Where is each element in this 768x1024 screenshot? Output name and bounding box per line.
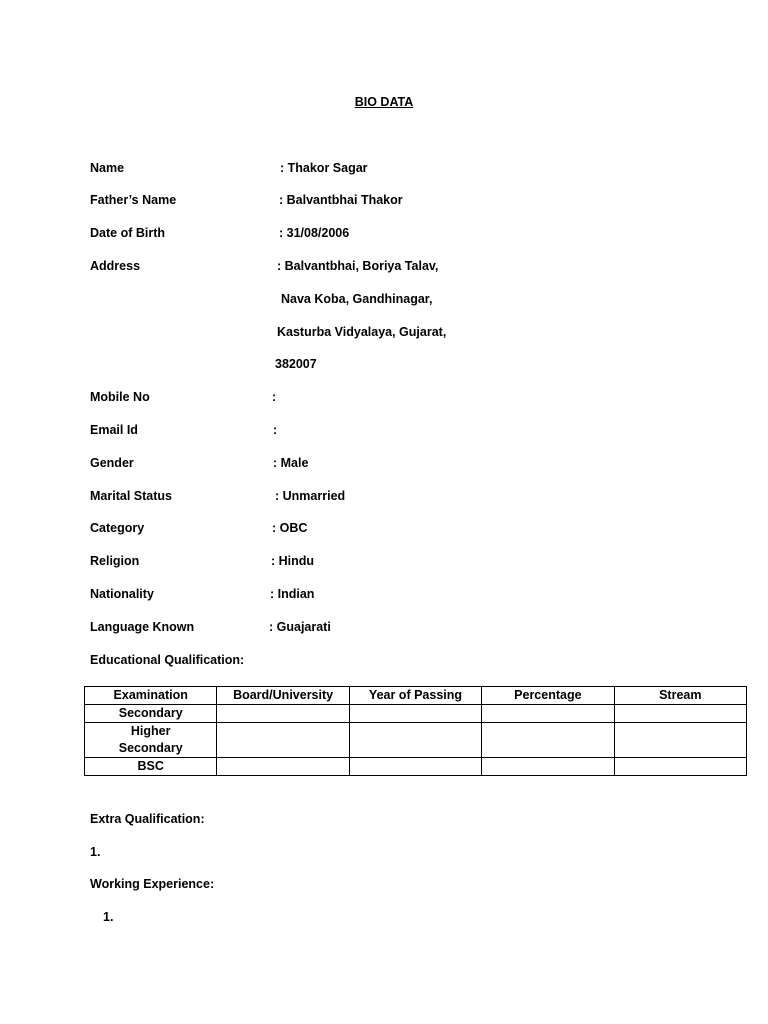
table-row — [85, 723, 747, 758]
col-percentage: Percentage — [482, 687, 614, 705]
table-cell — [217, 758, 349, 776]
field-label-language: Language Known — [90, 620, 195, 634]
table-cell — [482, 705, 614, 723]
field-value-address: : Balvantbhai, Boriya Talav, — [277, 259, 439, 273]
table-cell: BSC — [85, 758, 217, 776]
field-label-mobile: Mobile No — [90, 390, 150, 404]
field-label-address: Address — [90, 259, 141, 273]
table-cell: Higher Secondary — [85, 723, 217, 758]
field-label-dob: Date of Birth — [90, 226, 165, 240]
table-cell — [482, 723, 614, 758]
address-line-4: 382007 — [275, 357, 317, 371]
field-value-gender: : Male — [273, 456, 309, 470]
extra-qualification-item: 1. — [90, 845, 101, 859]
col-board-university: Board/University — [217, 687, 349, 705]
field-value-fathers-name: : Balvantbhai Thakor — [279, 193, 403, 207]
table-cell — [349, 723, 481, 758]
table-cell — [349, 758, 481, 776]
document-title: BIO DATA — [354, 95, 414, 109]
table-cell — [614, 758, 746, 776]
field-label-fathers-name: Father’s Name — [90, 193, 177, 207]
table-cell — [614, 723, 746, 758]
table-header-row — [85, 687, 747, 705]
field-label-name: Name — [90, 161, 125, 175]
address-line-2: Nava Koba, Gandhinagar, — [281, 292, 433, 306]
field-value-language: : Guajarati — [269, 620, 331, 634]
table-cell: Secondary — [85, 705, 217, 723]
field-value-religion: : Hindu — [271, 554, 315, 568]
table-cell — [614, 705, 746, 723]
education-heading: Educational Qualification: — [90, 653, 245, 667]
field-value-dob: : 31/08/2006 — [279, 226, 350, 240]
extra-qualification-heading: Extra Qualification: — [90, 812, 205, 826]
col-examination: Examination — [85, 687, 217, 705]
field-value-mobile: : — [272, 390, 277, 404]
col-stream: Stream — [614, 687, 746, 705]
field-value-category: : OBC — [272, 521, 308, 535]
table-row — [85, 758, 747, 776]
working-experience-item: 1. — [103, 910, 114, 924]
field-value-name: : Thakor Sagar — [280, 161, 368, 175]
field-label-religion: Religion — [90, 554, 140, 568]
table-cell — [217, 723, 349, 758]
col-year-of-passing: Year of Passing — [349, 687, 481, 705]
field-value-marital-status: : Unmarried — [275, 489, 346, 503]
table-row — [85, 705, 747, 723]
field-value-nationality: : Indian — [270, 587, 315, 601]
field-label-category: Category — [90, 521, 145, 535]
address-line-3: Kasturba Vidyalaya, Gujarat, — [277, 325, 447, 339]
field-label-marital-status: Marital Status — [90, 489, 172, 503]
field-value-email: : — [273, 423, 278, 437]
field-label-gender: Gender — [90, 456, 134, 470]
field-label-nationality: Nationality — [90, 587, 154, 601]
table-cell — [349, 705, 481, 723]
field-label-email: Email Id — [90, 423, 138, 437]
table-cell — [217, 705, 349, 723]
table-cell — [482, 758, 614, 776]
education-table — [84, 686, 747, 776]
working-experience-heading: Working Experience: — [90, 877, 215, 891]
